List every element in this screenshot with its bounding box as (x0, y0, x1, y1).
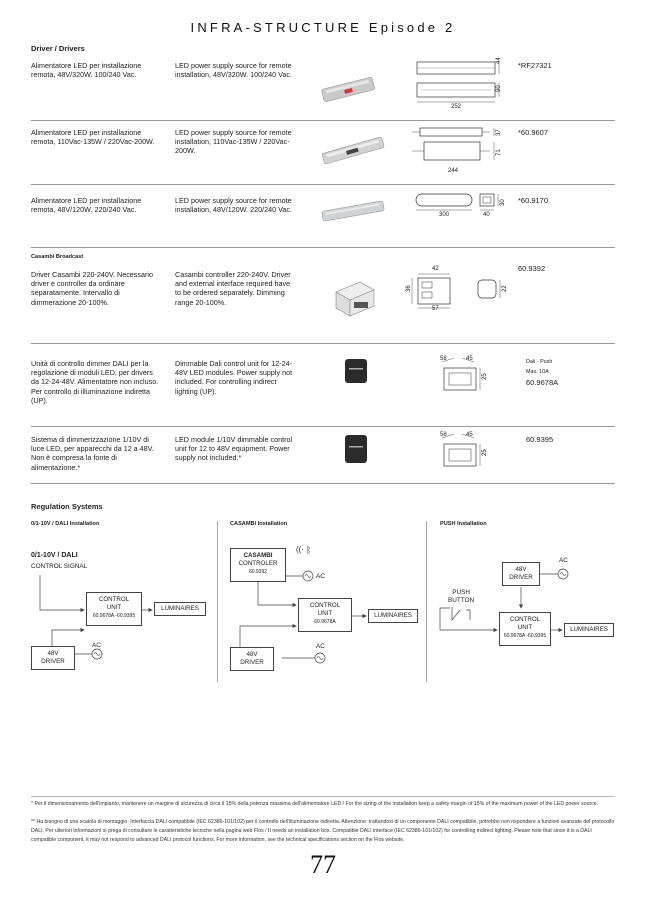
casambi-dim-depth: 22 (502, 285, 508, 292)
footnote-1: * Per il dimensionamento dell'impianto, mantenere un margine di sicurezza di circa il 15% della potenza massima dell'alimentatore LED / For the sizing of the installation keep a safety margin of 15% of the maximum power of the LED power source. (31, 801, 599, 807)
col1-cu-code: 60.9678A -60.9395 (92, 613, 136, 619)
drivers-section-title: Driver / Drivers (31, 44, 85, 53)
divider (31, 247, 615, 248)
dali-note-1: Dali - Push (526, 359, 553, 365)
col3-driver-line2: DRIVER (509, 574, 533, 581)
dali-en-text: Dimmable Dali control unit for 12-24-48V LED modules. Power supply not included. For controlling indirect lighting (UP). (175, 359, 293, 396)
col3-luminaires: LUMINAIRES (564, 623, 614, 637)
driver3-it-text: Alimentatore LED per installazione remota, 48V/120W. 220/240 Vac. (31, 196, 142, 215)
dali-dim-c: 25 (482, 373, 488, 380)
col2-cas-line1: CASAMBI (243, 552, 273, 559)
col1-driver-line1: 48V (47, 650, 59, 657)
driver2-dim-width: 71 (496, 149, 502, 156)
dali-dim-a: 58 (440, 356, 447, 362)
tenv-en-text: LED module 1/10V dimmable control unit for 12 to 48V equipment. Power supply not included.* (175, 435, 293, 463)
col1-ac-label: AC (92, 642, 101, 649)
divider (31, 483, 615, 484)
divider (31, 184, 615, 185)
col2-cas-code: 60.9392 (248, 569, 268, 575)
col2-casambi-controller (230, 548, 286, 582)
col1-driver-line2: DRIVER (41, 658, 65, 665)
col1-heading: 0/1-10V / DALI Installation (31, 521, 100, 527)
col3-push-button-label (448, 589, 474, 605)
tenv-drawing (436, 432, 488, 479)
col2-cu-code: 60.9678A (314, 619, 336, 625)
col2-driver (230, 647, 274, 671)
col3-push-line2: BUTTON (448, 597, 475, 604)
driver1-photo (318, 76, 378, 107)
driver3-code: *60.9170 (518, 196, 549, 205)
driver3-dim-width: 40 (483, 212, 490, 218)
col3-cu-line1: CONTROL (509, 616, 541, 623)
col3-push-line1: PUSH (452, 589, 470, 596)
driver2-photo (318, 135, 388, 170)
driver2-dim-length: 244 (448, 168, 459, 174)
col3-driver-line1: 48V (515, 566, 527, 573)
tenv-dim-c: 25 (482, 449, 488, 456)
col2-ac-label-2: AC (316, 643, 325, 650)
col3-driver (502, 562, 540, 586)
col1-cu-line2: UNIT (106, 604, 122, 611)
footnote-divider (31, 796, 615, 797)
svg-text:((·: ((· (296, 545, 304, 554)
driver2-dim-height: 37 (496, 129, 502, 136)
col2-luminaires: LUMINAIRES (368, 609, 418, 623)
page-number: 77 (310, 850, 336, 879)
col3-ac-label: AC (559, 557, 568, 564)
driver1-dim-width: 90 (496, 85, 502, 92)
driver1-dim-height: 44 (496, 57, 502, 64)
dali-it-text: Unità di controllo dimmer DALI per la regolazione di moduli LED, per drivers da 12-24-48V. Alimentatore non incluso. Per controllo di illuminazione indiretta (UP). (31, 359, 159, 405)
dali-note-2: Max. 10A (526, 369, 549, 375)
col1-luminaires: LUMINAIRES (154, 602, 206, 616)
col3-cu-code: 60.9678A -60.9395 (503, 633, 547, 639)
svg-text:ᛒ: ᛒ (306, 545, 312, 555)
col2-cu-line1: CONTROL (309, 602, 341, 609)
dali-drawing (436, 356, 488, 403)
casambi-en-text: Casambi controller 220-240V. Driver and external interface required have to be ordered separately. Dimming range 20-100%. (175, 270, 291, 307)
tenv-photo (344, 434, 368, 469)
casambi-photo (330, 276, 380, 327)
driver3-photo (318, 198, 388, 229)
col2-cas-line2: CONTROLER (238, 560, 278, 567)
col1-label-1: 0/1-10V / DALI (31, 552, 78, 559)
col2-control-unit (298, 598, 352, 632)
driver1-en-text: LED power supply source for remote installation, 48V/320W. 100/240 Vac. (175, 61, 292, 80)
tenv-dim-a: 58 (440, 432, 447, 438)
tenv-dim-b: 45 (466, 432, 473, 438)
col2-heading: CASAMBI Installation (230, 521, 288, 527)
casambi-dim-length: 57 (432, 306, 439, 312)
driver2-drawing (410, 124, 500, 173)
tenv-it-text: Sistema di dimmerizzazione 1/10V di luce LED, per apparecchi da 12 a 48V. Non è compresa la fonte di alimentazione.* (31, 435, 154, 472)
driver2-it-text: Alimentatore LED per installazione remota, 110Vac-135W / 220Vac-200W. (31, 128, 155, 147)
page-title: INFRA-STRUCTURE Episode 2 (190, 20, 456, 35)
col2-ac-label-1: AC (316, 573, 325, 580)
col2-cu-line2: UNIT (317, 610, 333, 617)
col2-driver-line2: DRIVER (240, 659, 264, 666)
col1-cu-line1: CONTROL (98, 596, 130, 603)
col1-driver (31, 646, 75, 670)
driver2-en-text: LED power supply source for remote installation, 110Vac-135W / 220Vac-200W. (175, 128, 292, 156)
col3-cu-line2: UNIT (517, 624, 533, 631)
divider (31, 120, 615, 121)
col1-control-unit (86, 592, 142, 626)
col1-label-2: CONTROL SIGNAL (31, 563, 88, 570)
col3-heading: PUSH Installation (440, 521, 487, 527)
driver1-it-text: Alimentatore LED per installazione remota, 48V/320W. 100/240 Vac. (31, 61, 142, 80)
divider (31, 426, 615, 427)
driver3-en-text: LED power supply source for remote installation, 48V/120W. 220/240 Vac. (175, 196, 292, 215)
casambi-drawing (404, 270, 508, 315)
regulation-title: Regulation Systems (31, 502, 103, 511)
footnote-2: ** Ha bisogno di una scatola di montaggio. Interfaccia DALI compatibile (IEC 62386-101/102) per il controllo dell'illuminazione indiretta. Attenzione: trattandosi di un componente DALI compatibile, potrebbe non rispondere a funzioni avanzate del protocollo DALI. Per ulteriori informazioni si prega di consultare le caratteristiche tecniche nella pagina web Flos / It needs an installation box. Compatible DALI interface (IEC 62386-101/102) for controlling indirect lighting. Please note that since it is a DALI compatible component, it may not respond to advanced DALI protocol functions. For more information, see the technical specifications section on the Flos website. (31, 819, 615, 843)
tenv-code: 60.9395 (526, 435, 554, 444)
col2-driver-line1: 48V (246, 651, 258, 658)
driver1-code: *RF27321 (518, 61, 552, 70)
casambi-it-text: Driver Casambi 220-240V. Necessario driver e controller da ordinare separatamente. Intervallo di dimmerazione 20-100%. (31, 270, 153, 307)
dali-photo (344, 358, 368, 389)
casambi-code: 60.9392 (518, 264, 546, 273)
driver3-dim-length: 300 (439, 212, 450, 218)
casambi-dim-width: 42 (432, 266, 439, 272)
dali-dim-b: 45 (466, 356, 473, 362)
driver3-dim-height: 30 (500, 199, 506, 206)
dali-code: 60.9678A (526, 378, 559, 387)
divider (31, 343, 615, 344)
col3-control-unit (499, 612, 551, 646)
casambi-dim-height: 36 (406, 285, 412, 292)
driver1-dim-length: 252 (451, 104, 462, 110)
casambi-label: Casambi Broadcast (31, 254, 84, 260)
driver2-code: *60.9607 (518, 128, 549, 137)
